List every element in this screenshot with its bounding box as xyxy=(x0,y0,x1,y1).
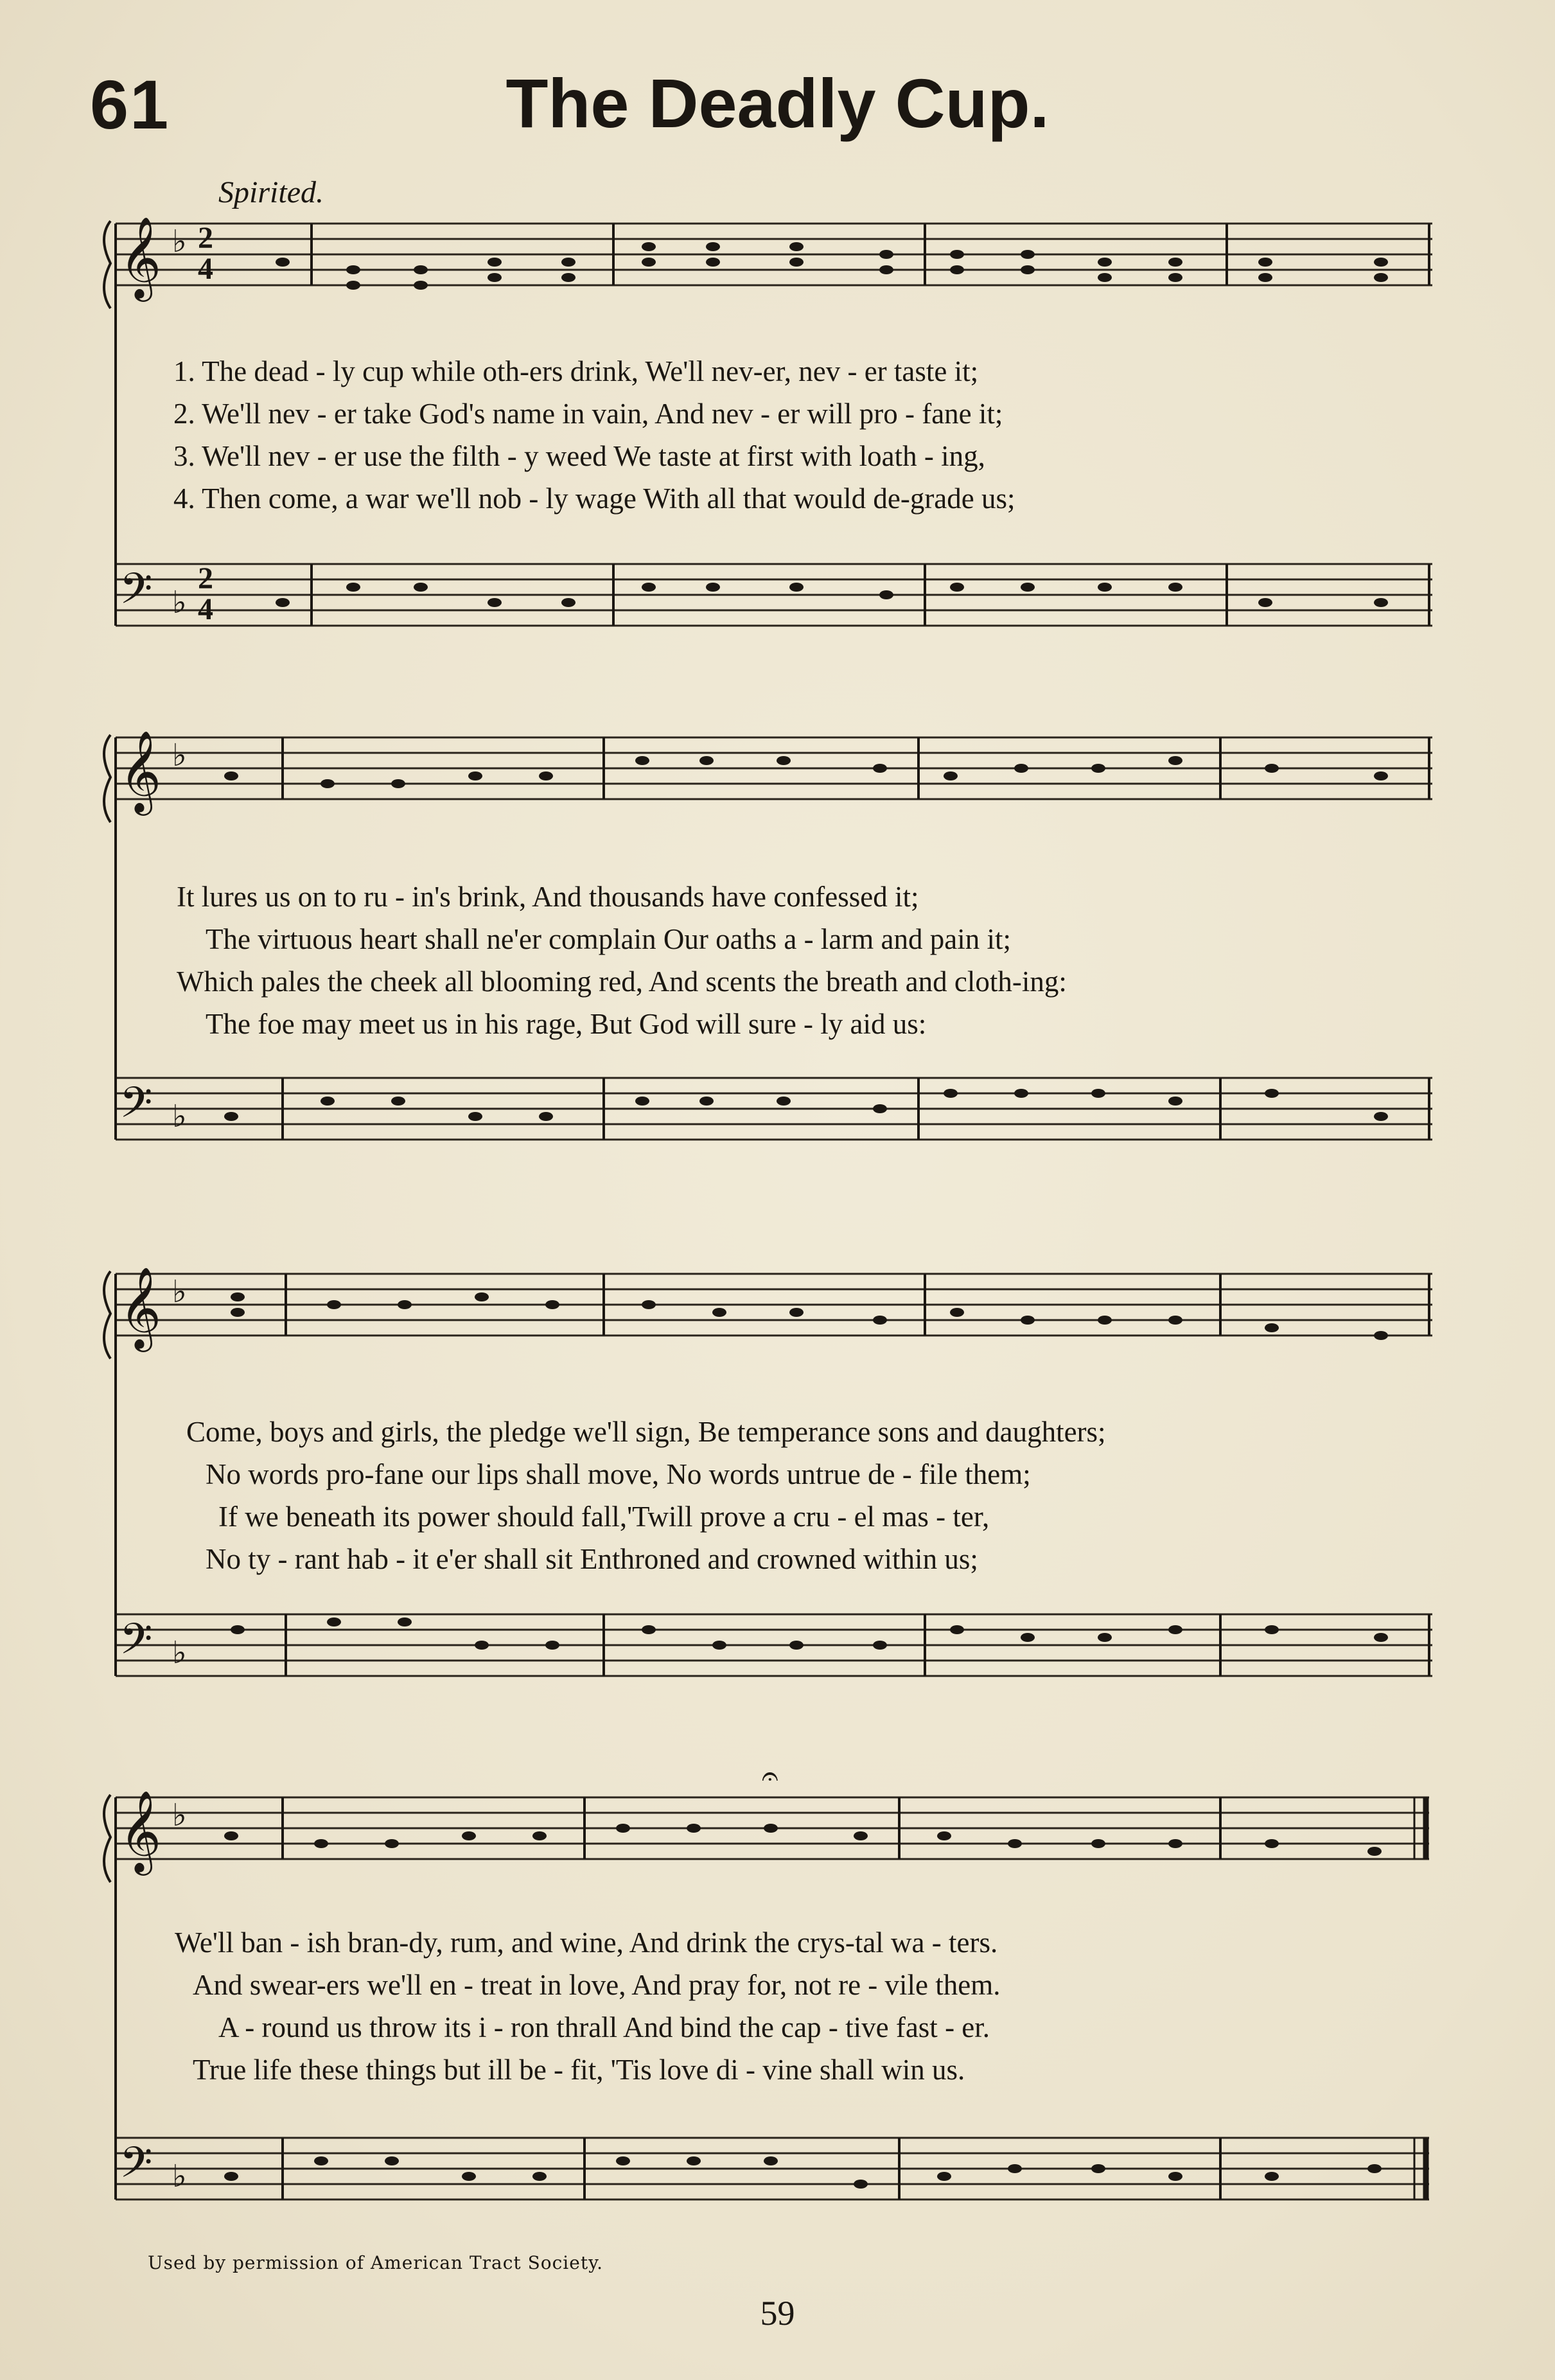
treble-staff xyxy=(116,224,1432,285)
hymn-number: 61 xyxy=(90,66,170,143)
treble-clef-icon: 𝄞 xyxy=(119,1790,162,1872)
treble-clef-icon: 𝄞 xyxy=(119,1266,162,1348)
fermata-icon: 𝄐 xyxy=(762,1758,778,1793)
lyric-verse-2: 2. We'll nev - er take God's name in vain, And nev - er will pro - fane it; xyxy=(173,398,1003,430)
lyric-verse-3: If we beneath its power should fall,'Twill prove a cru - el mas - ter, xyxy=(218,1501,990,1533)
hymn-title: The Deadly Cup. xyxy=(505,64,1050,142)
key-signature-flat-icon: ♭ xyxy=(172,585,187,621)
lyric-verse-3: A - round us throw its i - ron thrall And bind the cap - tive fast - er. xyxy=(218,2011,990,2043)
permission-credit: Used by permission of American Tract Society. xyxy=(148,2252,604,2273)
treble-notes xyxy=(231,1292,1388,1340)
lyric-verse-4: True life these things but ill be - fit, 'Tis love di - vine shall win us. xyxy=(193,2054,965,2086)
system-brace xyxy=(104,221,110,308)
music-system-4 xyxy=(96,1758,1432,2248)
lyric-verse-1: Come, boys and girls, the pledge we'll sign, Be temperance sons and daughters; xyxy=(186,1416,1106,1448)
treble-notes xyxy=(276,242,1388,290)
time-signature-lower: 4 xyxy=(198,592,213,626)
key-signature-flat-icon: ♭ xyxy=(172,1274,187,1310)
music-system-3 xyxy=(96,1262,1432,1725)
lyric-verse-1: We'll ban - ish bran-dy, rum, and wine, And drink the crys-tal wa - ters. xyxy=(175,1926,998,1959)
bass-clef-icon: 𝄢 xyxy=(119,1078,153,1138)
time-signature-lower: 4 xyxy=(198,252,213,286)
lyric-verse-1: 1. The dead - ly cup while oth-ers drink, We'll nev-er, nev - er taste it; xyxy=(173,355,979,387)
time-signature-upper: 2 xyxy=(198,561,213,595)
lyric-verse-4: The foe may meet us in his rage, But God will sure - ly aid us: xyxy=(206,1008,927,1040)
key-signature-flat-icon: ♭ xyxy=(172,737,187,773)
bass-clef-icon: 𝄢 xyxy=(119,1614,153,1674)
lyric-verse-4: No ty - rant hab - it e'er shall sit Enthroned and crowned within us; xyxy=(206,1543,978,1575)
treble-clef-icon: 𝄞 xyxy=(119,730,162,812)
key-signature-flat-icon: ♭ xyxy=(172,2158,187,2194)
lyric-verse-3: 3. We'll nev - er use the filth - y weed We taste at first with loath - ing, xyxy=(173,440,985,472)
page-number: 59 xyxy=(760,2294,795,2332)
key-signature-flat-icon: ♭ xyxy=(172,1797,187,1833)
lyric-verse-2: No words pro-fane our lips shall move, No words untrue de - file them; xyxy=(206,1458,1031,1490)
bass-staff xyxy=(116,564,1432,626)
treble-clef-icon: 𝄞 xyxy=(119,216,162,298)
key-signature-flat-icon: ♭ xyxy=(172,1098,187,1134)
lyric-verse-4: 4. Then come, a war we'll nob - ly wage With all that would de-grade us; xyxy=(173,482,1015,515)
lyric-verse-2: The virtuous heart shall ne'er complain Our oaths a - larm and pain it; xyxy=(206,923,1011,955)
lyric-verse-2: And swear-ers we'll en - treat in love, And pray for, not re - vile them. xyxy=(193,1969,1001,2001)
music-system-2 xyxy=(96,726,1432,1188)
tempo-marking: Spirited. xyxy=(218,175,324,209)
music-system-1 xyxy=(96,212,1432,674)
key-signature-flat-icon: ♭ xyxy=(172,224,187,260)
time-signature-upper: 2 xyxy=(198,221,213,255)
key-signature-flat-icon: ♭ xyxy=(172,1635,187,1671)
bass-clef-icon: 𝄢 xyxy=(119,564,153,624)
lyric-verse-3: Which pales the cheek all blooming red, And scents the breath and cloth-ing: xyxy=(177,965,1067,998)
lyric-verse-1: It lures us on to ru - in's brink, And thousands have confessed it; xyxy=(177,881,919,913)
bass-clef-icon: 𝄢 xyxy=(119,2138,153,2198)
